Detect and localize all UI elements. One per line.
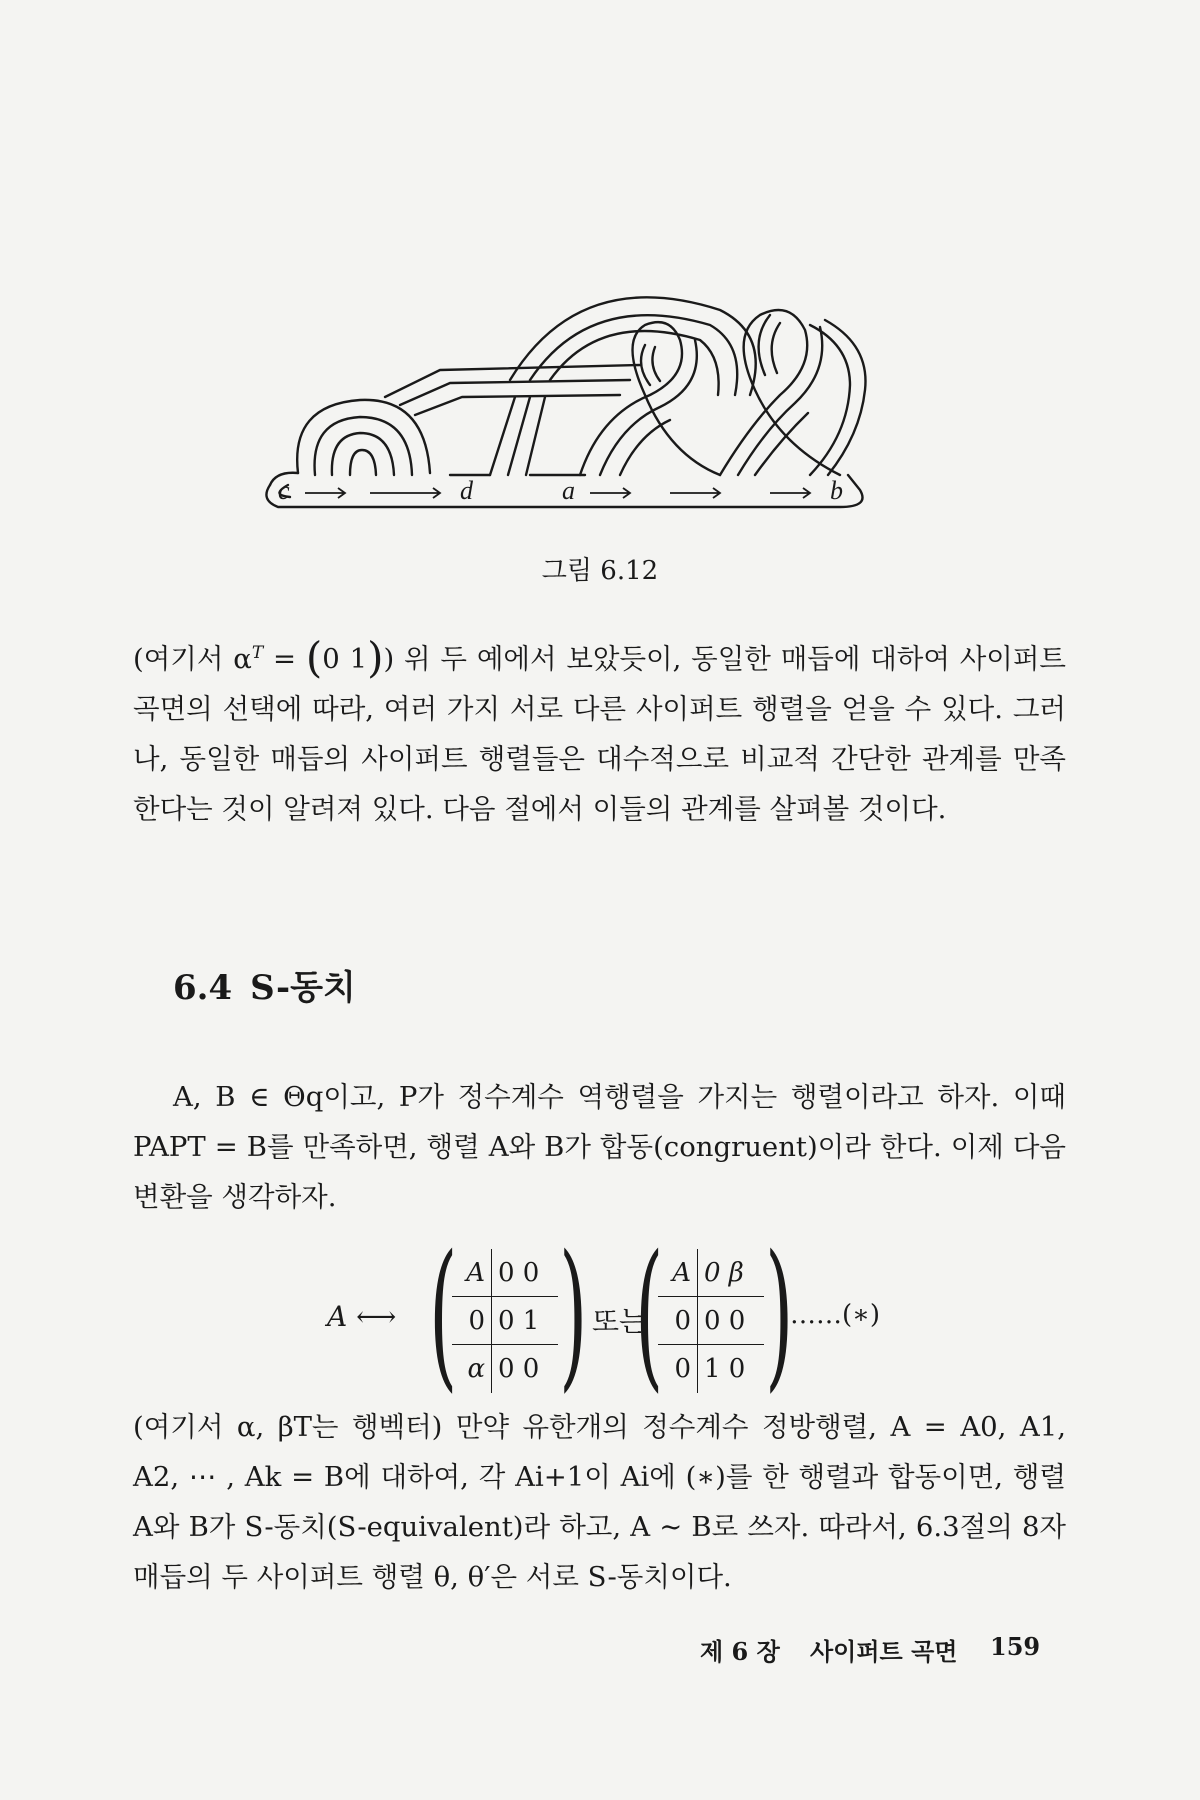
arrow-a-b bbox=[590, 488, 810, 498]
row-vector: 0 1 bbox=[322, 643, 368, 676]
display-equation bbox=[0, 1220, 1200, 1407]
right-paren: ) bbox=[559, 1220, 588, 1407]
equals-sign: = bbox=[263, 643, 306, 676]
seifert-surface-figure bbox=[250, 285, 970, 545]
paragraph-3: (여기서 α, βT는 행벡터) 만약 유한개의 정수계수 정방행렬, A = A0, A1, A2, ⋯ , Ak = B에 대하여, 각 Ai+1이 Ai에 (∗)를 한 행렬과 합동이면, 행렬 A와 B가 S-동치(S-equivalent)라 하고, A ∼ B로 쓰자. 따라서, 6.3절의 8자 매듭의 두 사이퍼트 행렬 θ, θ′은 서로 S-동치이다. bbox=[133, 1411, 1066, 1593]
block-matrix-1 bbox=[429, 1220, 588, 1407]
matrix2-cell: 0 bbox=[658, 1345, 698, 1393]
label-d: d bbox=[460, 476, 473, 505]
figure-caption: 그림 6.12 bbox=[541, 556, 659, 586]
footer-title: 사이퍼트 곡면 bbox=[810, 1637, 958, 1666]
matrix2-cell: 0 0 bbox=[698, 1297, 764, 1345]
equation-lhs: A ⟷ bbox=[327, 1300, 397, 1333]
paragraph-1-lead: (여기서 α bbox=[133, 643, 252, 676]
middle-column bbox=[490, 397, 545, 475]
paragraph-1-text: ) 위 두 예에서 보았듯이, 동일한 매듭에 대하여 사이퍼트 곡면의 선택에 따라, 여러 가지 서로 다른 사이퍼트 행렬을 얻을 수 있다. 그러나, 동일한 매듭의 사이퍼트 행렬들은 대수적으로 비교적 간단한 관계를 만족한다는 것이 알려져 있다. 다음 절에서 이들의 관계를 살펴볼 것이다. bbox=[133, 643, 1066, 826]
block-matrix-2 bbox=[635, 1220, 794, 1407]
left-paren: ( bbox=[429, 1220, 458, 1407]
matrix2-cell: 1 0 bbox=[704, 1354, 746, 1384]
section-heading bbox=[173, 960, 356, 1009]
matrix2-cell: 0 β bbox=[698, 1249, 764, 1297]
loop-one bbox=[580, 322, 720, 475]
equation-tag: ……(∗) bbox=[790, 1300, 880, 1330]
matrix2-cell: 0 bbox=[658, 1297, 698, 1345]
label-a: a bbox=[562, 476, 575, 505]
footer-chapter: 제 6 장 bbox=[700, 1637, 780, 1666]
paragraph-1: (여기서 $\alpha^T = (0$ 1)) 위 두 예에서 보았듯이, 동일한 매듭에 대하여 사이퍼트 곡면의 선택에 따라, 여러 가지 서로 다른 사이퍼트 행렬을 얻을 수 있다. 그러나, 동일한 매듭의 사이퍼트 행렬들은 대수적으로 비교적 간단한 관계를 만족한다는 것이 알려져 있다. 다음 절에서 이들의 관계를 살펴볼 것이다. bbox=[133, 633, 1066, 826]
left-paren: ( bbox=[635, 1220, 664, 1407]
matrix2-cell: A bbox=[658, 1249, 698, 1297]
matrix1-cell: 0 0 bbox=[498, 1354, 540, 1384]
matrix1-cell: 0 0 bbox=[492, 1249, 558, 1297]
matrix1-cell: 0 1 bbox=[492, 1297, 558, 1345]
paragraph-2: A, B ∈ Θq이고, P가 정수계수 역행렬을 가지는 행렬이라고 하자. 이때 PAPT = B를 만족하면, 행렬 A와 B가 합동(congruent)이라 한다. 이제 다음 변환을 생각하자. bbox=[133, 1081, 1066, 1213]
section-title: S-동치 bbox=[250, 968, 356, 1008]
matrix1-cell: A bbox=[452, 1249, 492, 1297]
section-number: 6.4 bbox=[173, 968, 233, 1008]
matrix1-cell: 0 bbox=[452, 1297, 492, 1345]
label-b: b bbox=[830, 476, 843, 505]
page-number: 159 bbox=[990, 1632, 1041, 1661]
arrow-c-d bbox=[305, 488, 440, 498]
right-paren: ) bbox=[765, 1220, 794, 1407]
matrix1-cell: α bbox=[452, 1345, 492, 1393]
or-word: 또는 bbox=[592, 1305, 647, 1338]
transpose-superscript: T bbox=[251, 643, 264, 663]
page-footer bbox=[0, 1632, 1200, 1672]
label-c: c bbox=[278, 476, 290, 505]
